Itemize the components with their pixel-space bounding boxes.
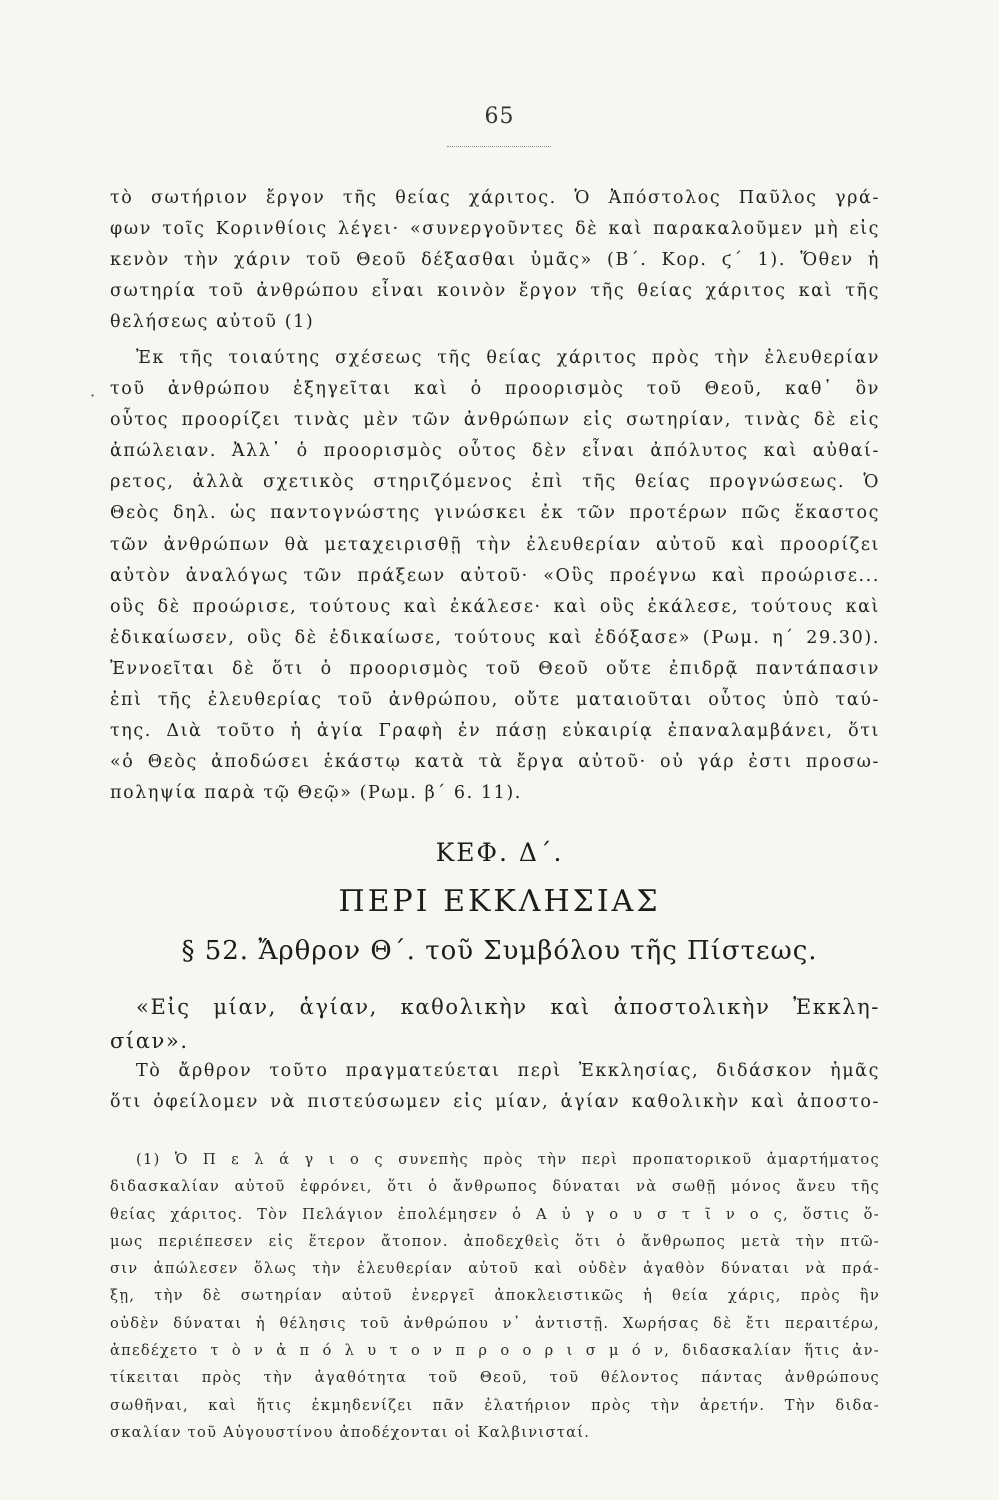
text-line: οὓς δὲ προώρισε, τούτους καὶ ἐκάλεσε· καὶ οὓς ἐκάλεσε, τούτους καὶ <box>110 596 880 617</box>
text-line: Ἐκ τῆς τοιαύτης σχέσεως τῆς θείας χάριτος πρὸς τὴν ἐλευθερίαν <box>136 348 880 368</box>
text-line: τῶν ἀνθρώπων θὰ μεταχειρισθῇ τὴν ἐλευθερίαν αὐτοῦ καὶ προορίζει <box>110 534 880 555</box>
text-line: ἐδικαίωσεν, οὓς δὲ ἐδικαίωσε, τούτους καὶ ἐδόξασε» (Ρωμ. η΄ 29.30). <box>110 627 880 648</box>
footnote <box>110 1146 880 1446</box>
chapter-label: ΚΕΦ. Δ΄. <box>435 838 564 867</box>
text-line: οὗτος προορίζει τινὰς μὲν τῶν ἀνθρώπων εἰς σωτηρίαν, τινὰς δὲ εἰς <box>110 410 880 431</box>
text-line: φων τοῖς Κορινθίοις λέγει· «συνεργοῦντες δὲ καὶ παρακαλοῦμεν μὴ εἰς <box>110 219 880 240</box>
paragraph-2 <box>110 343 880 809</box>
text-line: Τὸ ἄρθρον τοῦτο πραγματεύεται περὶ Ἐκκλησίας, διδάσκον ἡμᾶς <box>136 1061 880 1081</box>
footnote-line: (1) Ὁ Π ε λ ά γ ι ο ς συνεπὴς πρὸς τὴν περὶ προπατορικοῦ ἁμαρτήματος <box>136 1151 880 1168</box>
footnote-line: τίκειται πρὸς τὴν ἀγαθότητα τοῦ Θεοῦ, τοῦ θέλοντος πάντας ἀνθρώπους <box>110 1369 880 1387</box>
text-line: ὅτι ὀφείλομεν νὰ πιστεύσωμεν εἰς μίαν, ἁγίαν καθολικὴν καὶ ἀποστο- <box>110 1092 880 1113</box>
margin-mark: · <box>90 386 96 405</box>
text-line: τοῦ ἀνθρώπου ἐξηγεῖται καὶ ὁ προορισμὸς τοῦ Θεοῦ, καθ᾽ ὃν <box>110 379 880 400</box>
footnote-line: διδασκαλίαν αὐτοῦ ἐφρόνει, ὅτι ὁ ἄνθρωπος δύναται νὰ σωθῇ μόνος ἄνευ τῆς <box>110 1178 880 1196</box>
text-line: αὐτὸν ἀναλόγως τῶν πράξεων αὐτοῦ· «Οὓς προέγνω καὶ προώρισε... <box>110 565 880 586</box>
footnote-line: σκαλίαν τοῦ Αὐγουστίνου ἀποδέχονται οἱ Καλβινισταί. <box>110 1423 591 1441</box>
text-line: τὸ σωτήριον ἔργον τῆς θείας χάριτος. Ὁ Ἀπόστολος Παῦλος γρά- <box>110 188 880 208</box>
page-number-rule <box>447 146 551 147</box>
text-line: Θεὸς δηλ. ὡς παντογνώστης γινώσκει ἐκ τῶν προτέρων πῶς ἕκαστος <box>110 503 880 524</box>
page-number: 65 <box>484 104 515 129</box>
text-line: ἀπώλειαν. Ἀλλ᾽ ὁ προορισμὸς οὗτος δὲν εἶναι ἀπόλυτος καὶ αὐθαί- <box>110 441 880 462</box>
text-line: θελήσεως αὐτοῦ (1) <box>110 312 315 333</box>
chapter-title: ΠΕΡΙ ΕΚΚΛΗΣΙΑΣ <box>338 884 661 919</box>
text-line: ἐπὶ τῆς ἐλευθερίας τοῦ ἀνθρώπου, οὔτε ματαιοῦται οὗτος ὑπὸ ταύ- <box>110 690 880 711</box>
text-line: «ὁ Θεὸς ἀποδώσει ἑκάστῳ κατὰ τὰ ἔργα αὐτοῦ· οὐ γάρ ἐστι προσω- <box>110 752 880 773</box>
article-quote <box>110 990 880 1058</box>
text-line: ρετος, ἀλλὰ σχετικὸς στηριζόμενος ἐπὶ τῆς θείας προγνώσεως. Ὁ <box>110 472 880 493</box>
text-line: κενὸν τὴν χάριν τοῦ Θεοῦ δέξασθαι ὑμᾶς» (Β΄. Κορ. ϛ΄ 1). Ὅθεν ἡ <box>110 250 880 271</box>
footnote-line: οὐδὲν δύναται ἡ θέλησις τοῦ ἀνθρώπου ν᾽ ἀντιστῇ. Χωρήσας δὲ ἔτι περαιτέρω, <box>110 1314 880 1332</box>
article-text <box>110 1056 880 1118</box>
text-line: ποληψία παρὰ τῷ Θεῷ» (Ρωμ. β΄ 6. 11). <box>110 783 522 804</box>
text-line: σίαν». <box>110 1029 189 1053</box>
text-line: «Εἰς μίαν, ἁγίαν, καθολικὴν καὶ ἀποστολικὴν Ἐκκλη- <box>136 995 880 1019</box>
footnote-line: σιν ἀπώλεσεν ὅλως τὴν ἐλευθερίαν αὐτοῦ καὶ οὐδὲν ἀγαθὸν δύναται νὰ πρά- <box>110 1260 880 1278</box>
footnote-line: σωθῆναι, καὶ ἥτις ἐκμηδενίζει πᾶν ἐλατήριον πρὸς τὴν ἀρετήν. Τὴν διδα- <box>110 1396 880 1414</box>
footnote-line: μως περιέπεσεν εἰς ἕτερον ἄτοπον. ἀποδεχθεὶς ὅτι ὁ ἄνθρωπος μετὰ τὴν πτῶ- <box>110 1232 880 1250</box>
paragraph-1 <box>110 183 880 338</box>
section-heading: § 52. Ἄρθρον Θ΄. τοῦ Συμβόλου τῆς Πίστεως. <box>181 936 818 966</box>
footnote-line: θείας χάριτος. Τὸν Πελάγιον ἐπολέμησεν ὁ Α ὐ γ ο υ σ τ ῖ ν ο ς, ὅστις ὅ- <box>110 1205 880 1223</box>
footnote-line: ξῃ, τὴν δὲ σωτηρίαν αὐτοῦ ἐνεργεῖ ἀποκλειστικῶς ἡ θεία χάρις, πρὸς ἣν <box>110 1287 880 1305</box>
text-line: της. Διὰ τοῦτο ἡ ἁγία Γραφὴ ἐν πάσῃ εὐκαιρίᾳ ἐπαναλαμβάνει, ὅτι <box>110 721 880 742</box>
footnote-line: ἀπεδέχετο τ ὸ ν ἀ π ό λ υ τ ο ν π ρ ο ο ρ ι σ μ ό ν, διδασκαλίαν ἥτις ἀν- <box>110 1342 880 1360</box>
text-line: σωτηρία τοῦ ἀνθρώπου εἶναι κοινὸν ἔργον τῆς θείας χάριτος καὶ τῆς <box>110 281 880 302</box>
text-line: Ἐννοεῖται δὲ ὅτι ὁ προορισμὸς τοῦ Θεοῦ οὔτε ἐπιδρᾷ παντάπασιν <box>110 658 880 679</box>
